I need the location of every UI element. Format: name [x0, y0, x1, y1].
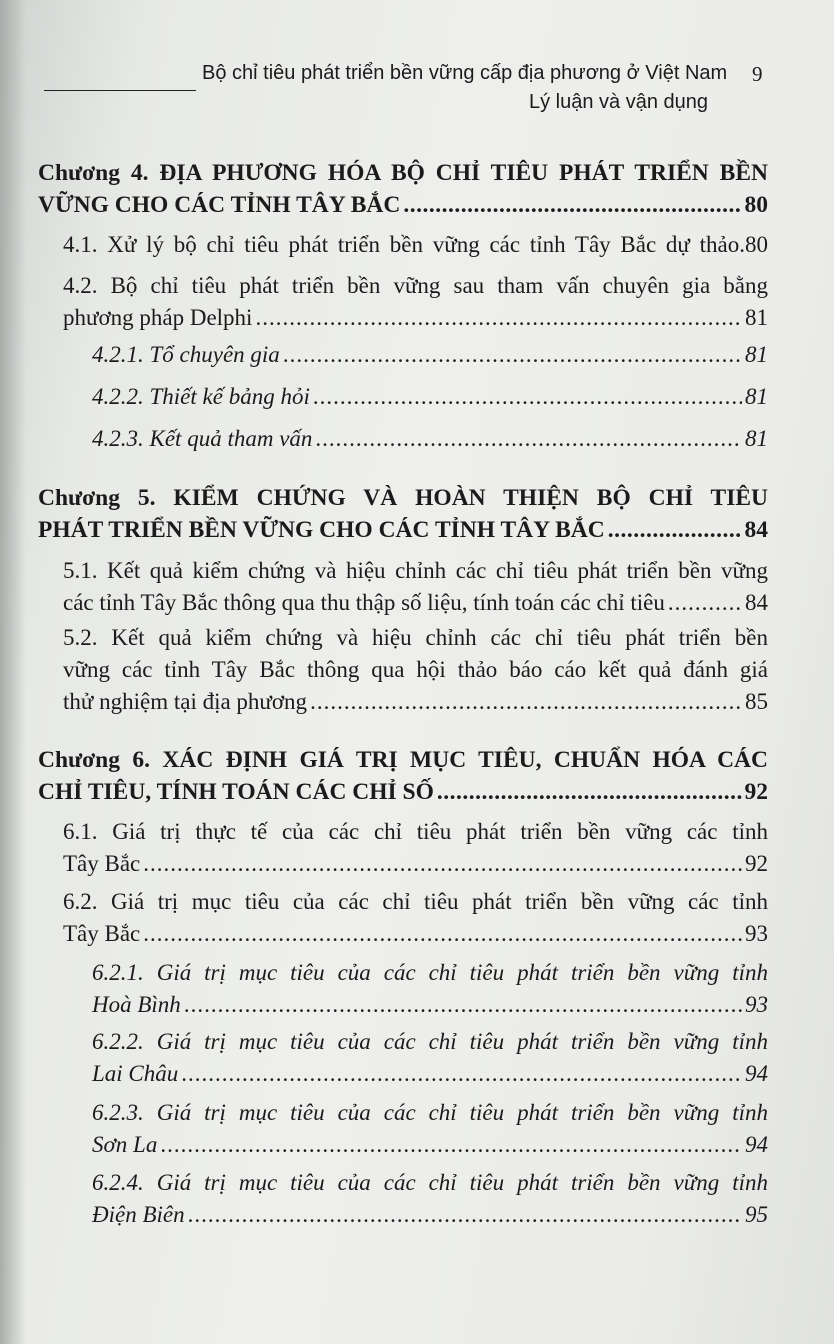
toc-page-number: 95 [745, 1202, 768, 1227]
toc-entry-text: các tỉnh Tây Bắc thông qua thu thập số liệu, tính toán các chỉ tiêu [63, 590, 665, 615]
toc-page-number: 81 [745, 384, 768, 409]
toc-section-6-1 [63, 816, 768, 880]
leader-dots [181, 1058, 742, 1090]
leader-dots [188, 1199, 742, 1231]
book-spine-shadow [0, 0, 26, 1344]
header-subtitle: Lý luận và vận dụng [529, 91, 709, 113]
toc-section-4-2 [63, 270, 768, 334]
toc-entry-text: 6.2.3. Giá trị mục tiêu của các chỉ tiêu phát triển bền vững tỉnh [92, 1100, 768, 1125]
toc-entry-text: Điện Biên [92, 1202, 185, 1227]
toc-entry-text: 6.2. Giá trị mục tiêu của các chỉ tiêu phát triển bền vững các tỉnh [63, 889, 768, 914]
leader-dots [313, 381, 742, 413]
toc-page-number: 80 [744, 192, 768, 218]
toc-entry-text: 4.2.2. Thiết kế bảng hỏi [92, 384, 310, 409]
leader-dots [437, 776, 742, 808]
toc-subsection-6-2-3 [92, 1097, 768, 1161]
toc-entry-text: 4.1. Xử lý bộ chỉ tiêu phát triển bền vững các tỉnh Tây Bắc dự thảo.80 [63, 232, 768, 257]
toc-chapter-5 [38, 482, 768, 546]
toc-entry-text: 4.2.1. Tổ chuyên gia [92, 342, 280, 367]
toc-chapter-title: VỮNG CHO CÁC TỈNH TÂY BẮC [38, 192, 401, 218]
leader-dots [608, 514, 742, 546]
toc-entry-text: thử nghiệm tại địa phương [63, 689, 308, 714]
toc-subsection-4-2-3 [92, 423, 768, 455]
toc-entry-text: phương pháp Delphi [63, 305, 253, 330]
toc-page-number: 84 [745, 590, 768, 615]
leader-dots [403, 189, 741, 221]
header-rule [44, 90, 196, 91]
toc-chapter-4 [38, 157, 768, 221]
toc-subsection-4-2-2 [92, 381, 768, 413]
toc-page-number: 84 [744, 517, 768, 543]
toc-entry-text: 6.2.2. Giá trị mục tiêu của các chỉ tiêu phát triển bền vững tỉnh [92, 1029, 768, 1054]
toc-entry-text: 5.1. Kết quả kiểm chứng và hiệu chỉnh các chỉ tiêu phát triển bền vững [63, 558, 768, 583]
toc-section-6-2 [63, 886, 768, 950]
toc-page-number: 94 [745, 1132, 768, 1157]
toc-entry-text: 4.2. Bộ chỉ tiêu phát triển bền vững sau tham vấn chuyên gia bằng [63, 273, 768, 298]
toc-entry-text: Lai Châu [92, 1061, 179, 1086]
toc-chapter-title: PHÁT TRIỂN BỀN VỮNG CHO CÁC TỈNH TÂY BẮC [38, 517, 605, 543]
toc-section-4-1 [63, 229, 768, 261]
page-number: 9 [752, 62, 763, 86]
toc-page-number: 81 [745, 305, 768, 330]
leader-dots [184, 989, 742, 1021]
leader-dots [160, 1129, 742, 1161]
toc-entry-text: 6.2.4. Giá trị mục tiêu của các chỉ tiêu phát triển bền vững tỉnh [92, 1170, 768, 1195]
toc-page-number: 85 [745, 689, 768, 714]
leader-dots [255, 302, 742, 334]
toc-page-number: 81 [745, 426, 768, 451]
toc-entry-text: 6.1. Giá trị thực tế của các chỉ tiêu phát triển bền vững các tỉnh [63, 819, 768, 844]
toc-chapter-title: CHỈ TIÊU, TÍNH TOÁN CÁC CHỈ SỐ [38, 779, 434, 805]
header-title: Bộ chỉ tiêu phát triển bền vững cấp địa phương ở Việt Nam [202, 62, 728, 84]
toc-entry-text: Tây Bắc [63, 921, 141, 946]
leader-dots [315, 423, 742, 455]
toc-section-5-1 [63, 555, 768, 619]
toc-chapter-6 [38, 744, 768, 808]
toc-chapter-title: Chương 5. KIỂM CHỨNG VÀ HOÀN THIỆN BỘ CHỈ TIÊU [38, 485, 768, 511]
toc-subsection-6-2-2 [92, 1026, 768, 1090]
leader-dots [668, 587, 742, 619]
toc-page-number: 92 [744, 779, 768, 805]
toc-page-number: 93 [745, 921, 768, 946]
toc-page-number: 94 [745, 1061, 768, 1086]
leader-dots [143, 848, 742, 880]
leader-dots [283, 339, 742, 371]
toc-entry-text: 5.2. Kết quả kiểm chứng và hiệu chỉnh các chỉ tiêu phát triển bền [63, 625, 768, 650]
toc-entry-text: vững các tỉnh Tây Bắc thông qua hội thảo báo cáo kết quả đánh giá [63, 657, 768, 682]
toc-page-number: 81 [745, 342, 768, 367]
toc-entry-text: 4.2.3. Kết quả tham vấn [92, 426, 313, 451]
toc-chapter-title: Chương 6. XÁC ĐỊNH GIÁ TRỊ MỤC TIÊU, CHUẨN HÓA CÁC [38, 747, 768, 773]
toc-subsection-6-2-1 [92, 957, 768, 1021]
toc-page-number: 92 [745, 851, 768, 876]
toc-chapter-title: Chương 4. ĐỊA PHƯƠNG HÓA BỘ CHỈ TIÊU PHÁT TRIỂN BỀN [38, 160, 768, 186]
running-header [44, 62, 774, 132]
leader-dots [310, 686, 742, 718]
toc-page-number: 93 [745, 992, 768, 1017]
toc-entry-text: Hoà Bình [92, 992, 181, 1017]
toc-entry-text: 6.2.1. Giá trị mục tiêu của các chỉ tiêu phát triển bền vững tỉnh [92, 960, 768, 985]
toc-entry-text: Sơn La [92, 1132, 158, 1157]
toc-section-5-2 [63, 622, 768, 718]
leader-dots [143, 918, 742, 950]
toc-entry-text: Tây Bắc [63, 851, 141, 876]
toc-subsection-4-2-1 [92, 339, 768, 371]
toc-subsection-6-2-4 [92, 1167, 768, 1231]
